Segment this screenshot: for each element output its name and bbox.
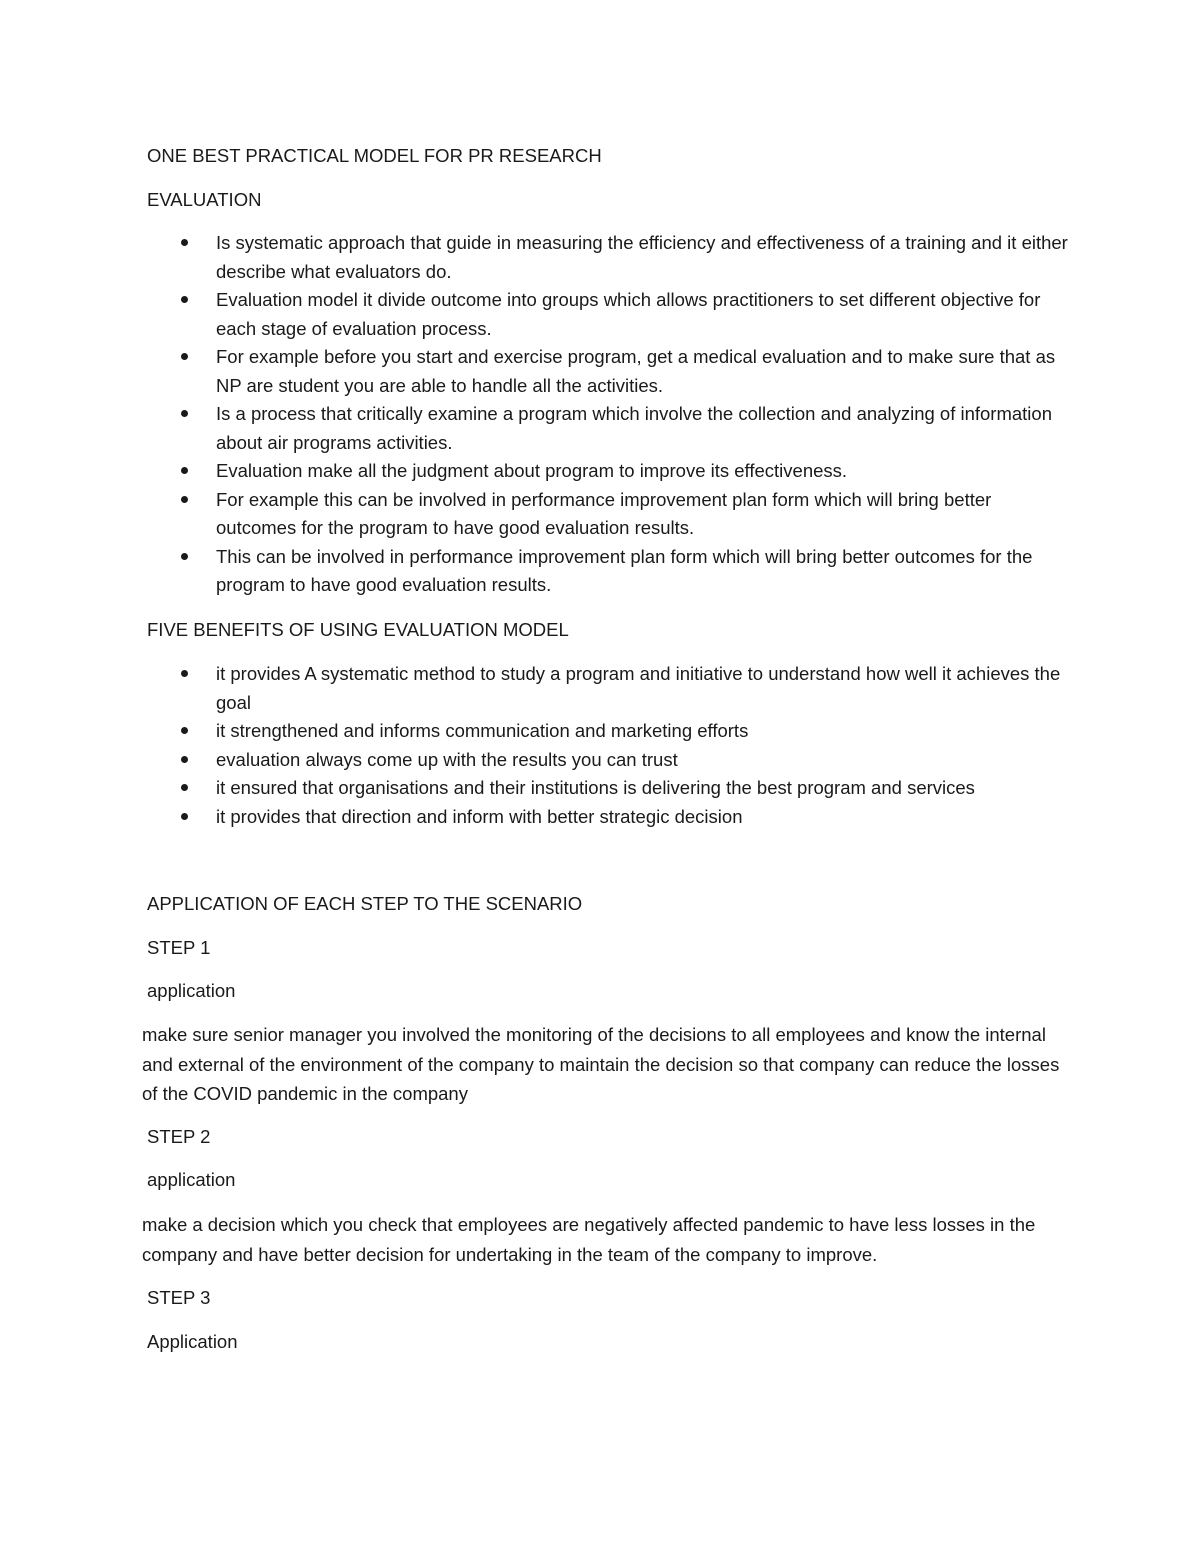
list-item: it provides that direction and inform with better strategic decision bbox=[176, 803, 1076, 832]
step-1-subheading: application bbox=[147, 980, 236, 1001]
bullet-icon bbox=[181, 553, 188, 560]
bullet-icon bbox=[181, 296, 188, 303]
list-item: Evaluation make all the judgment about program to improve its effectiveness. bbox=[176, 457, 1076, 486]
section-heading-evaluation: EVALUATION bbox=[147, 189, 262, 210]
list-item: Is systematic approach that guide in measuring the efficiency and effectiveness of a training and it either describe what evaluators do. bbox=[176, 229, 1076, 286]
step-1-label: STEP 1 bbox=[147, 937, 211, 958]
step-3-subheading: Application bbox=[147, 1331, 238, 1352]
step-2-body: make a decision which you check that employees are negatively affected pandemic to have less losses in the company and have better decision for undertaking in the team of the company to improve. bbox=[142, 1214, 1036, 1265]
bullet-icon bbox=[181, 467, 188, 474]
list-item: For example before you start and exercise program, get a medical evaluation and to make sure that as NP are student you are able to handle all the activities. bbox=[176, 343, 1076, 400]
bullet-icon bbox=[181, 410, 188, 417]
document-title: ONE BEST PRACTICAL MODEL FOR PR RESEARCH bbox=[147, 145, 602, 166]
list-item: it ensured that organisations and their institutions is delivering the best program and services bbox=[176, 774, 1076, 803]
bullet-icon bbox=[181, 756, 188, 763]
bullet-icon bbox=[181, 239, 188, 246]
bullet-icon bbox=[181, 496, 188, 503]
list-item: evaluation always come up with the results you can trust bbox=[176, 746, 1076, 775]
step-2-label: STEP 2 bbox=[147, 1126, 211, 1147]
step-3-label: STEP 3 bbox=[147, 1287, 211, 1308]
list-item: This can be involved in performance improvement plan form which will bring better outcomes for the program to have good evaluation results. bbox=[176, 543, 1076, 600]
list-item: For example this can be involved in performance improvement plan form which will bring better outcomes for the program to have good evaluation results. bbox=[176, 486, 1076, 543]
step-2-subheading: application bbox=[147, 1169, 236, 1190]
section-heading-benefits: FIVE BENEFITS OF USING EVALUATION MODEL bbox=[147, 619, 569, 640]
bullet-icon bbox=[181, 784, 188, 791]
evaluation-bullet-list bbox=[176, 229, 1076, 600]
list-item: Is a process that critically examine a program which involve the collection and analyzing of information about air programs activities. bbox=[176, 400, 1076, 457]
list-item: Evaluation model it divide outcome into groups which allows practitioners to set different objective for each stage of evaluation process. bbox=[176, 286, 1076, 343]
bullet-icon bbox=[181, 353, 188, 360]
list-item: it strengthened and informs communication and marketing efforts bbox=[176, 717, 1076, 746]
benefits-bullet-list bbox=[176, 660, 1076, 831]
bullet-icon bbox=[181, 670, 188, 677]
bullet-icon bbox=[181, 813, 188, 820]
step-1-body: make sure senior manager you involved the monitoring of the decisions to all employees and know the internal and external of the environment of the company to maintain the decision so that company can reduce the losses of the COVID pandemic in the company bbox=[142, 1024, 1060, 1104]
list-item: it provides A systematic method to study a program and initiative to understand how well it achieves the goal bbox=[176, 660, 1076, 717]
section-heading-application: APPLICATION OF EACH STEP TO THE SCENARIO bbox=[147, 893, 583, 914]
bullet-icon bbox=[181, 727, 188, 734]
